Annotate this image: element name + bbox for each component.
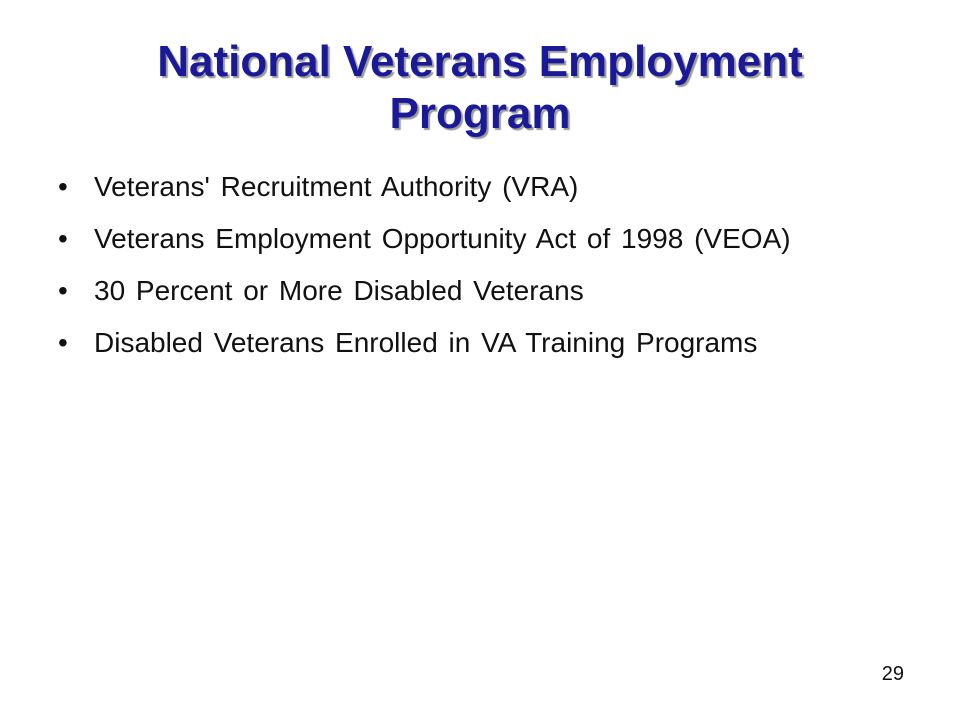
bullet-item-va-training: • Disabled Veterans Enrolled in VA Training Programs xyxy=(58,326,878,360)
slide-title-line-1: National Veterans Employment xyxy=(157,37,803,86)
bullet-list xyxy=(58,170,878,378)
slide-title-line-2: Program xyxy=(389,89,571,138)
bullet-item-disabled-veterans: • 30 Percent or More Disabled Veterans xyxy=(58,274,878,308)
bullet-item-veoa: • Veterans Employment Opportunity Act of 1998 (VEOA) xyxy=(58,222,878,256)
bullet-item-vra: • Veterans' Recruitment Authority (VRA) xyxy=(58,170,878,204)
slide-title xyxy=(60,36,900,140)
page-number: 29 xyxy=(881,663,904,685)
